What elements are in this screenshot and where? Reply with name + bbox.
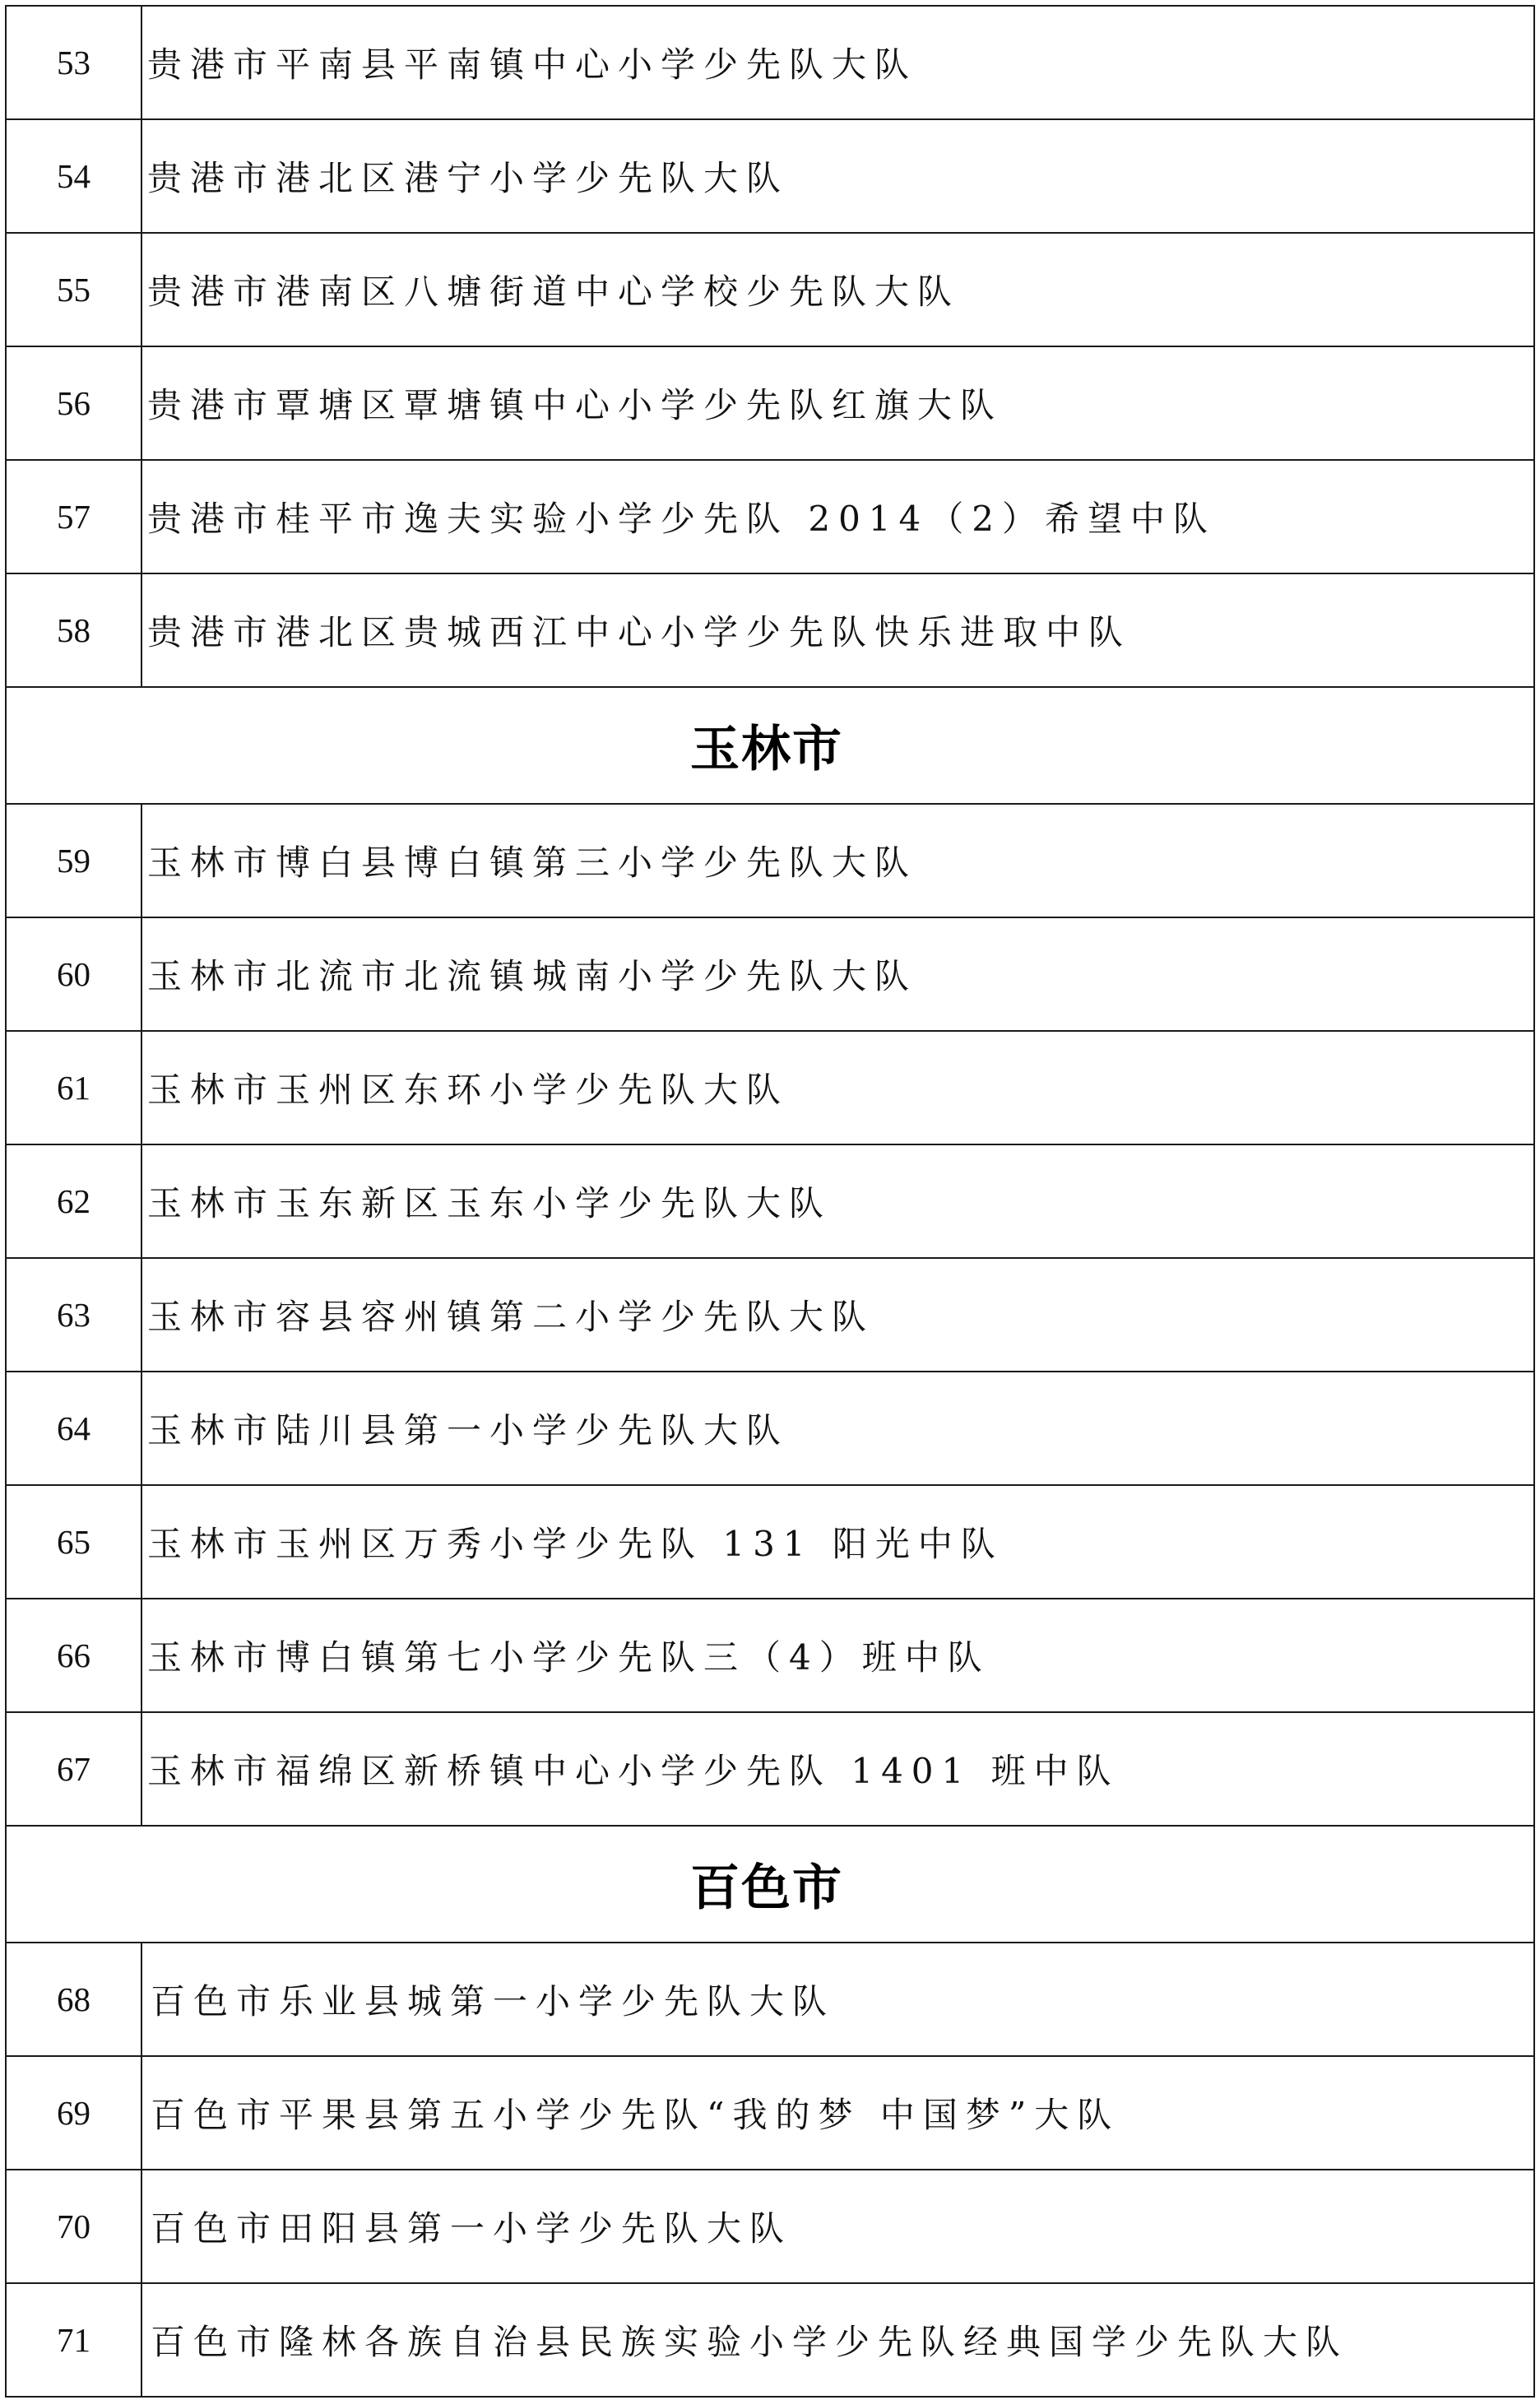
- row-number: 65: [6, 1485, 141, 1599]
- row-number: 54: [6, 119, 141, 233]
- table-row: [6, 1258, 1534, 1372]
- row-number: 68: [6, 1943, 141, 2056]
- row-number: 62: [6, 1144, 141, 1258]
- section-heading-yulin: 玉林市: [6, 687, 1534, 804]
- table-row: [6, 917, 1534, 1031]
- unit-name: 贵港市桂平市逸夫实验小学少先队 2014（2）希望中队: [141, 460, 1534, 573]
- row-number: 61: [6, 1031, 141, 1144]
- unit-name: 玉林市容县容州镇第二小学少先队大队: [141, 1258, 1534, 1372]
- table-row: [6, 119, 1534, 233]
- unit-name: 玉林市玉东新区玉东小学少先队大队: [141, 1144, 1534, 1258]
- unit-name: 百色市田阳县第一小学少先队大队: [141, 2170, 1534, 2283]
- table-row: [6, 346, 1534, 460]
- table-row: [6, 2170, 1534, 2283]
- section-heading-row: [6, 1826, 1534, 1943]
- table-row: [6, 573, 1534, 687]
- row-number: 60: [6, 917, 141, 1031]
- table-row: [6, 1031, 1534, 1144]
- row-number: 70: [6, 2170, 141, 2283]
- row-number: 66: [6, 1599, 141, 1712]
- unit-name: 玉林市玉州区万秀小学少先队 131 阳光中队: [141, 1485, 1534, 1599]
- row-number: 71: [6, 2283, 141, 2397]
- table-row: [6, 804, 1534, 917]
- unit-name: 百色市平果县第五小学少先队“我的梦 中国梦”大队: [141, 2056, 1534, 2170]
- row-number: 55: [6, 233, 141, 346]
- unit-name: 贵港市平南县平南镇中心小学少先队大队: [141, 6, 1534, 119]
- row-number: 64: [6, 1372, 141, 1485]
- unit-name: 玉林市北流市北流镇城南小学少先队大队: [141, 917, 1534, 1031]
- table-row: [6, 233, 1534, 346]
- row-number: 69: [6, 2056, 141, 2170]
- table-row: [6, 2283, 1534, 2397]
- section-heading-row: [6, 687, 1534, 804]
- row-number: 59: [6, 804, 141, 917]
- table-row: [6, 1485, 1534, 1599]
- row-number: 57: [6, 460, 141, 573]
- unit-name: 贵港市港北区港宁小学少先队大队: [141, 119, 1534, 233]
- table-row: [6, 2056, 1534, 2170]
- row-number: 53: [6, 6, 141, 119]
- section-heading-baise: 百色市: [6, 1826, 1534, 1943]
- table-row: [6, 1943, 1534, 2056]
- unit-name: 贵港市港北区贵城西江中心小学少先队快乐进取中队: [141, 573, 1534, 687]
- row-number: 56: [6, 346, 141, 460]
- row-number: 67: [6, 1712, 141, 1826]
- unit-name: 玉林市福绵区新桥镇中心小学少先队 1401 班中队: [141, 1712, 1534, 1826]
- table-row: [6, 1372, 1534, 1485]
- table-row: [6, 1712, 1534, 1826]
- honor-list-table: [5, 5, 1535, 2398]
- table-row: [6, 460, 1534, 573]
- unit-name: 百色市隆林各族自治县民族实验小学少先队经典国学少先队大队: [141, 2283, 1534, 2397]
- unit-name: 贵港市覃塘区覃塘镇中心小学少先队红旗大队: [141, 346, 1534, 460]
- table-row: [6, 6, 1534, 119]
- unit-name: 玉林市玉州区东环小学少先队大队: [141, 1031, 1534, 1144]
- table-row: [6, 1144, 1534, 1258]
- unit-name: 百色市乐业县城第一小学少先队大队: [141, 1943, 1534, 2056]
- table-row: [6, 1599, 1534, 1712]
- row-number: 63: [6, 1258, 141, 1372]
- unit-name: 贵港市港南区八塘街道中心学校少先队大队: [141, 233, 1534, 346]
- unit-name: 玉林市陆川县第一小学少先队大队: [141, 1372, 1534, 1485]
- unit-name: 玉林市博白镇第七小学少先队三（4）班中队: [141, 1599, 1534, 1712]
- unit-name: 玉林市博白县博白镇第三小学少先队大队: [141, 804, 1534, 917]
- row-number: 58: [6, 573, 141, 687]
